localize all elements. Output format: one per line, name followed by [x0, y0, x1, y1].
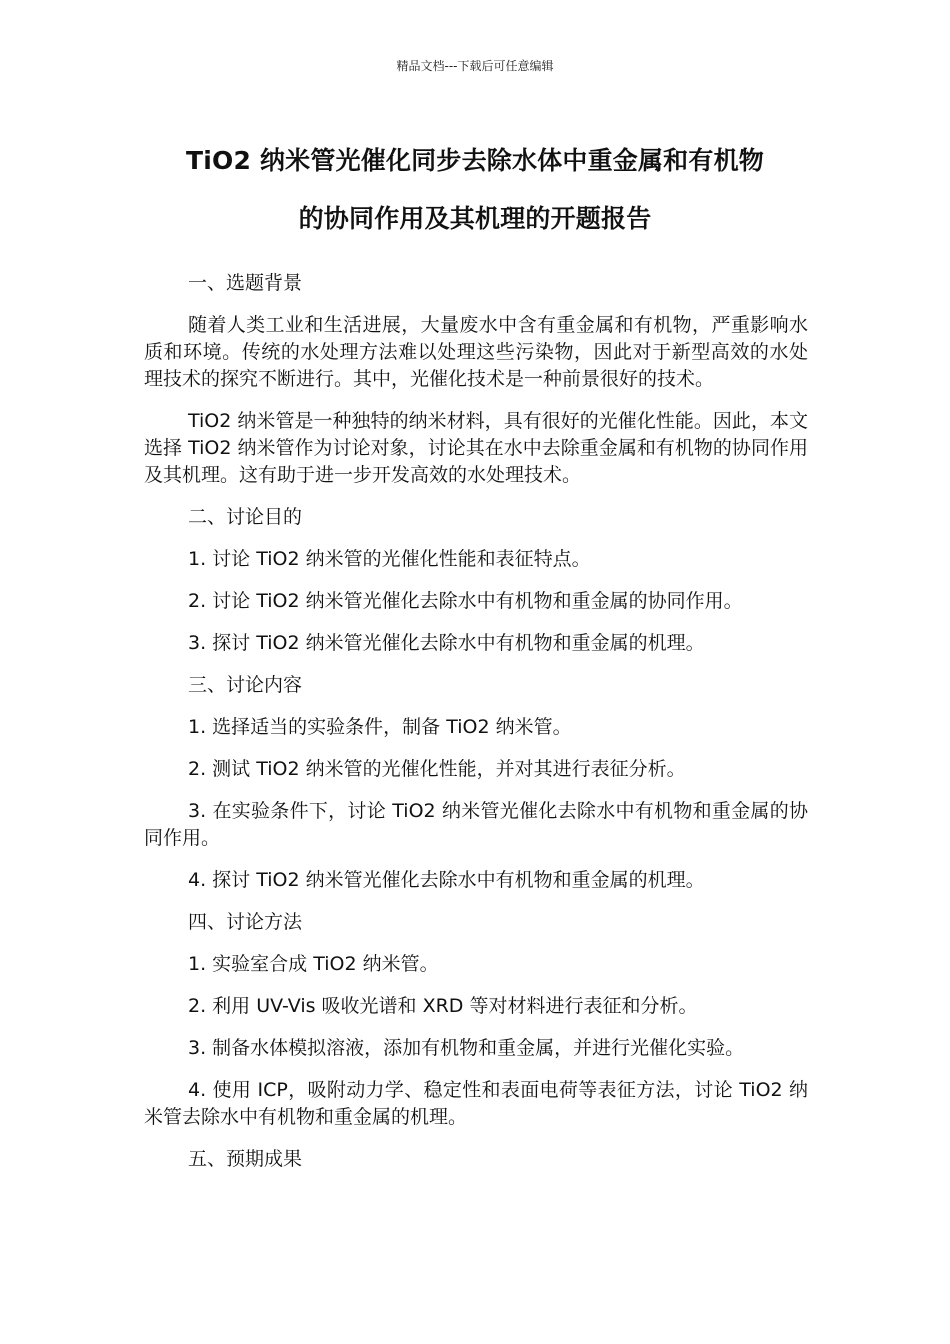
list-item: 2. 测试 TiO2 纳米管的光催化性能，并对其进行表征分析。	[188, 758, 686, 780]
document-body	[144, 270, 808, 1188]
list-item: 3. 制备水体模拟溶液，添加有机物和重金属，并进行光催化实验。	[188, 1037, 745, 1059]
title-line-1: TiO2 纳米管光催化同步去除水体中重金属和有机物	[186, 146, 764, 175]
section-heading: 二、讨论目的	[188, 506, 303, 528]
paragraph: TiO2 纳米管是一种独特的纳米材料，具有很好的光催化性能。因此，本文选择 TiO2 纳米管作为讨论对象，讨论其在水中去除重金属和有机物的协同作用及其机理。这有助于进一步开发高效的水处理技术。	[144, 410, 808, 486]
list-item: 2. 讨论 TiO2 纳米管光催化去除水中有机物和重金属的协同作用。	[188, 590, 743, 612]
list-item: 4. 探讨 TiO2 纳米管光催化去除水中有机物和重金属的机理。	[188, 869, 705, 891]
list-item: 1. 讨论 TiO2 纳米管的光催化性能和表征特点。	[188, 548, 591, 570]
title-line-2: 的协同作用及其机理的开题报告	[298, 204, 652, 233]
list-item: 2. 利用 UV-Vis 吸收光谱和 XRD 等对材料进行表征和分析。	[188, 995, 698, 1017]
list-item: 1. 选择适当的实验条件，制备 TiO2 纳米管。	[188, 716, 572, 738]
section-heading: 五、预期成果	[188, 1148, 303, 1170]
list-item: 4. 使用 ICP，吸附动力学、稳定性和表面电荷等表征方法，讨论 TiO2 纳米管去除水中有机物和重金属的机理。	[144, 1079, 808, 1128]
page-header: 精品文档---下载后可任意编辑	[396, 59, 554, 73]
section-heading: 一、选题背景	[188, 272, 303, 294]
section-heading: 三、讨论内容	[188, 674, 303, 696]
document-title	[100, 132, 850, 248]
list-item: 1. 实验室合成 TiO2 纳米管。	[188, 953, 439, 975]
section-heading: 四、讨论方法	[188, 911, 303, 933]
list-item: 3. 探讨 TiO2 纳米管光催化去除水中有机物和重金属的机理。	[188, 632, 705, 654]
paragraph: 随着人类工业和生活进展，大量废水中含有重金属和有机物，严重影响水质和环境。传统的水处理方法难以处理这些污染物，因此对于新型高效的水处理技术的探究不断进行。其中，光催化技术是一种前景很好的技术。	[144, 314, 808, 390]
list-item: 3. 在实验条件下，讨论 TiO2 纳米管光催化去除水中有机物和重金属的协同作用。	[144, 800, 808, 849]
